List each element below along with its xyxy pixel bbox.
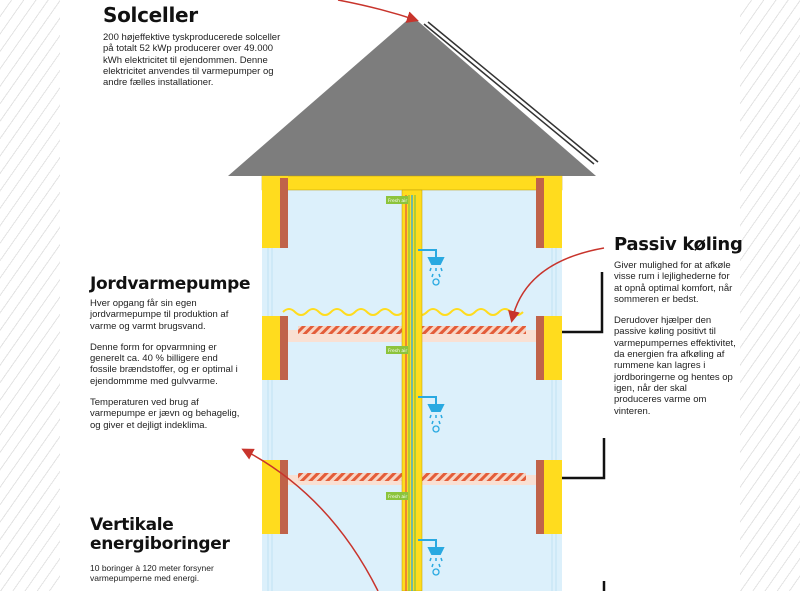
fresh-air-label: Fresh air [388,495,408,500]
energiboringer-title-line-1: Vertikale [90,515,174,535]
arrow-solceller [338,0,416,20]
fresh-air-label: Fresh air [388,199,408,204]
solceller-title: Solceller [103,3,198,27]
solceller-text: 200 højeffektive tyskproducerede solceller på totalt 52 kWp producerer over 49.000 kWh elektricitet til ejendommen. Denne elektricitet anvendes til varmepumper og andre fælles installationer. [103,32,281,89]
jordvarmepumpe-title: Jordvarmepumpe [90,274,251,294]
passiv-koling-paragraph-1: Giver mulighed for at afkøle visse rum i lejlighederne for at opnå optimal komfort, når sommeren er bedst. [614,260,733,305]
jordvarmepumpe-paragraph-3: Temperaturen ved brug af varmepumpe er jævn og behagelig, og giver et dejligt indeklima. [90,397,240,431]
leader-lines [562,272,604,591]
jordvarmepumpe-paragraph-1: Hver opgang får sin egen jordvarmepumpe til produktion af varme og varmt brugsvand. [90,298,229,332]
passiv-koling-paragraph-2: Derudover hjælper den passive køling positivt til varmepumpernes effektivitet, da energien fra afkøling af rummene kan lagres i jordboringerne og hentes op igen, når der skal produceres varme om vinteren. [614,315,736,417]
energiboringer-title-line-2: energiboringer [90,534,230,554]
roof-insulation [262,176,562,190]
fresh-air-label: Fresh air [388,349,408,354]
passiv-koling-text [614,260,736,427]
jordvarmepumpe-paragraph-2: Denne form for opvarmning er generelt ca. 40 % billigere end fossile brændstoffer, og er optimal i ejendommme med gulvvarme. [90,341,238,387]
energiboringer-title [90,516,230,554]
passiv-koling-title: Passiv køling [614,234,743,255]
jordvarmepumpe-text [90,298,245,441]
energiboringer-text: 10 boringer à 120 meter forsyner varmepumperne med energi. [90,563,214,583]
